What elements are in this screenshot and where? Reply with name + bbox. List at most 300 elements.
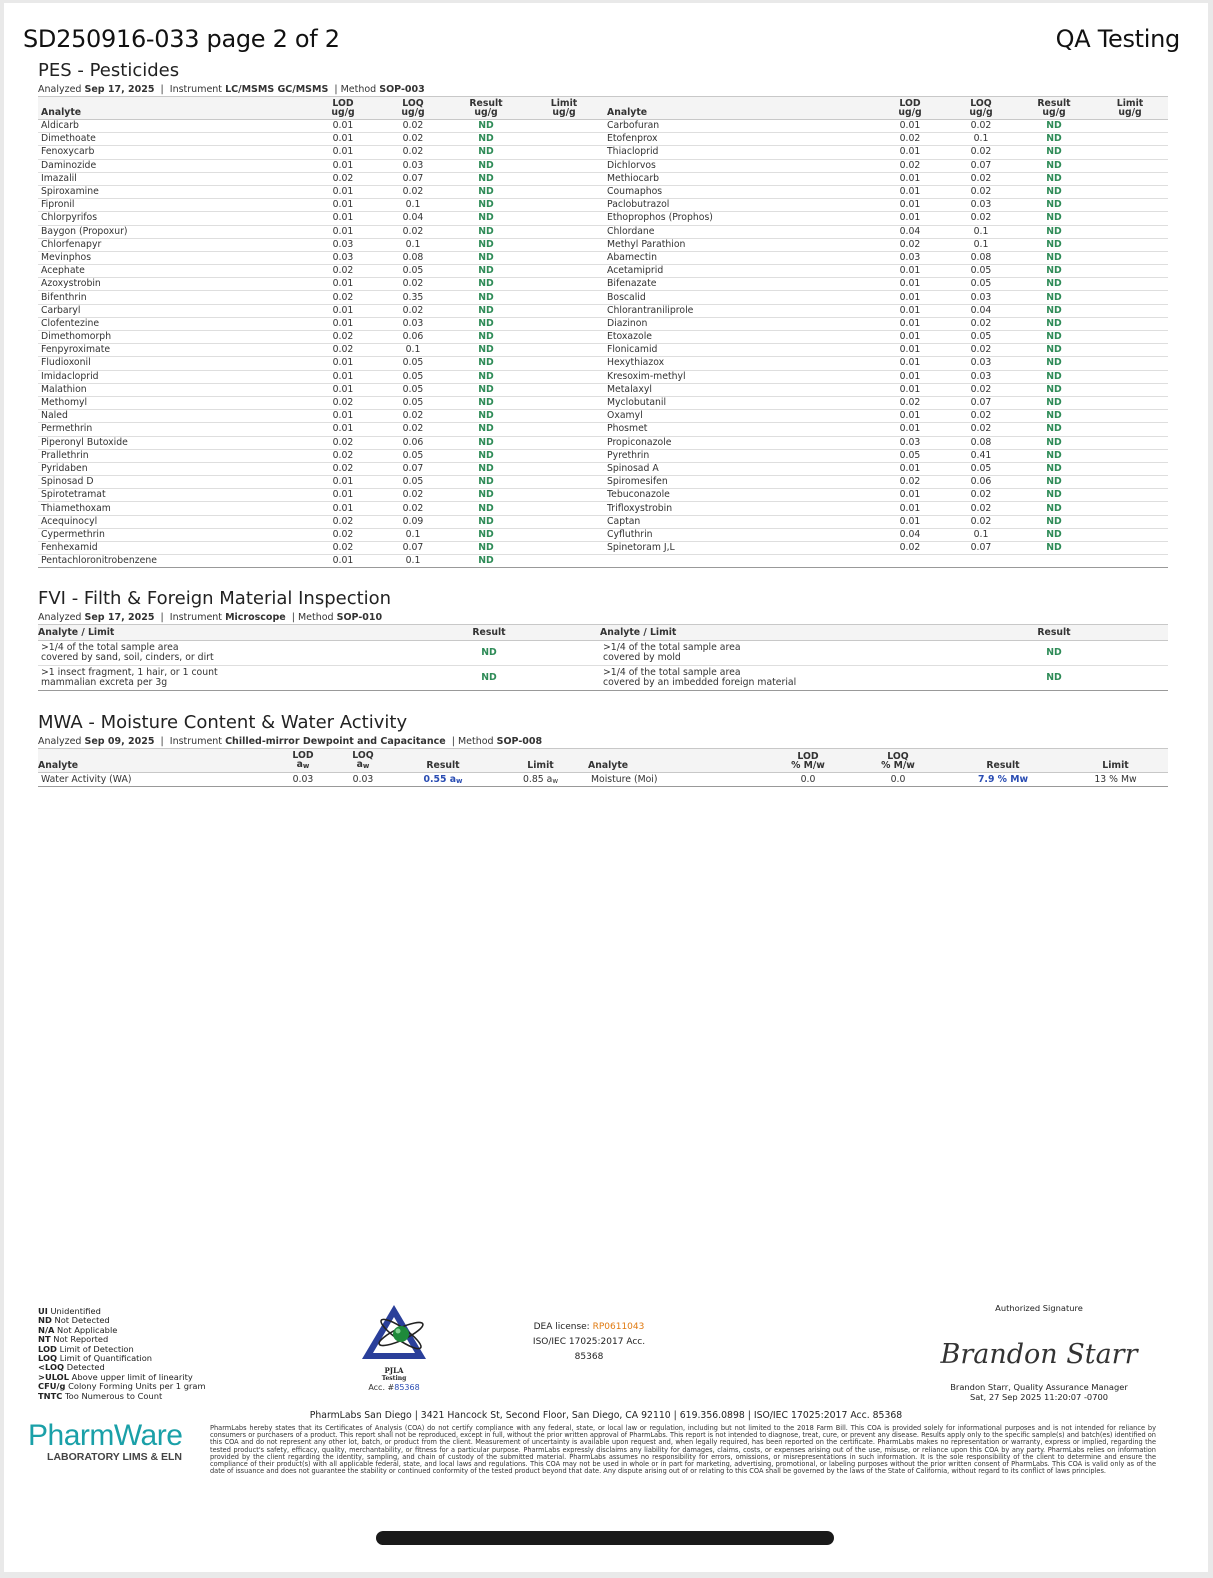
- table-cell: Phosmet: [604, 423, 874, 436]
- table-cell: [1092, 344, 1168, 357]
- table-row: [38, 396, 1168, 409]
- table-row: [38, 423, 1168, 436]
- table-row: [38, 370, 1168, 383]
- table-cell: 0.01: [308, 133, 378, 146]
- table-cell: 0.03: [946, 370, 1016, 383]
- signature-label: Authorized Signature: [995, 1303, 1083, 1313]
- table-cell: ND: [1016, 238, 1092, 251]
- signatory-name: Brandon Starr, Quality Assurance Manager: [950, 1382, 1128, 1392]
- table-cell: 0.02: [308, 331, 378, 344]
- table-cell: Clofentezine: [38, 317, 308, 330]
- table-row: [38, 462, 1168, 475]
- table-cell: ND: [448, 172, 524, 185]
- table-cell: ND: [378, 666, 600, 691]
- table-cell: ND: [1016, 502, 1092, 515]
- table-cell: [524, 370, 604, 383]
- table-cell: [524, 251, 604, 264]
- table-cell: 0.01: [874, 185, 946, 198]
- table-cell: 0.04: [874, 528, 946, 541]
- table-cell: 0.02: [308, 265, 378, 278]
- table-cell: [524, 423, 604, 436]
- table-cell: ND: [1016, 449, 1092, 462]
- table-cell: Methomyl: [38, 396, 308, 409]
- table-cell: 0.01: [874, 357, 946, 370]
- table-cell: [1016, 555, 1092, 568]
- table-cell: 0.02: [308, 172, 378, 185]
- table-cell: ND: [448, 278, 524, 291]
- table-cell: Spinosad D: [38, 476, 308, 489]
- table-cell: 0.02: [946, 423, 1016, 436]
- table-cell: [1092, 370, 1168, 383]
- table-cell: 0.01: [308, 317, 378, 330]
- table-row: [38, 172, 1168, 185]
- table-cell: Chlorantraniliprole: [604, 304, 874, 317]
- table-cell: ND: [448, 396, 524, 409]
- table-cell: 0.02: [308, 462, 378, 475]
- table-cell: [1092, 436, 1168, 449]
- table-row: [38, 489, 1168, 502]
- table-cell: 0.02: [378, 410, 448, 423]
- table-cell: 0.02: [308, 344, 378, 357]
- table-cell: 0.02: [946, 120, 1016, 133]
- table-cell: 0.05: [378, 370, 448, 383]
- table-cell: [1092, 489, 1168, 502]
- table-cell: ND: [1016, 278, 1092, 291]
- table-cell: ND: [448, 462, 524, 475]
- table-cell: Permethrin: [38, 423, 308, 436]
- table-cell: 0.01: [874, 199, 946, 212]
- legend-item: N/A Not Applicable: [38, 1324, 118, 1335]
- table-cell: Piperonyl Butoxide: [38, 436, 308, 449]
- pes-meta: Analyzed Sep 17, 2025 | Instrument LC/MSMS GC/MSMS | Method SOP-003: [38, 84, 425, 95]
- pes-title: PES - Pesticides: [38, 60, 180, 81]
- table-cell: 0.02: [378, 185, 448, 198]
- table-cell: 0.05: [946, 331, 1016, 344]
- table-cell: [524, 357, 604, 370]
- table-cell: [524, 120, 604, 133]
- table-row: [38, 555, 1168, 568]
- table-row: [38, 225, 1168, 238]
- pes-header-row: Analyte LOD ug/g LOQ ug/g Result ug/g Limit ug/g Analyte LOD ug/g LOQ ug/g Result ug/g Limit ug/g: [38, 97, 1168, 120]
- table-cell: [1092, 331, 1168, 344]
- table-row: [38, 212, 1168, 225]
- table-cell: 0.02: [874, 133, 946, 146]
- table-cell: 0.07: [378, 172, 448, 185]
- table-cell: 0.1: [946, 133, 1016, 146]
- table-cell: [524, 331, 604, 344]
- table-row: [38, 542, 1168, 555]
- table-cell: Spiroxamine: [38, 185, 308, 198]
- table-cell: [1092, 410, 1168, 423]
- table-cell: 0.07: [378, 542, 448, 555]
- table-cell: [524, 291, 604, 304]
- legend-item: UI Unidentified: [38, 1306, 101, 1316]
- table-cell: [524, 555, 604, 568]
- table-cell: ND: [1016, 370, 1092, 383]
- table-cell: 0.02: [946, 515, 1016, 528]
- table-cell: 0.01: [308, 357, 378, 370]
- table-cell: [1092, 542, 1168, 555]
- table-cell: Oxamyl: [604, 410, 874, 423]
- table-cell: 0.04: [946, 304, 1016, 317]
- table-cell: [1092, 291, 1168, 304]
- table-cell: Chlordane: [604, 225, 874, 238]
- table-cell: 0.05: [378, 476, 448, 489]
- legend-item: NT Not Reported: [38, 1334, 109, 1345]
- table-row: [38, 304, 1168, 317]
- svg-text:Brandon Starr: Brandon Starr: [940, 1339, 1138, 1370]
- table-cell: 0.01: [874, 317, 946, 330]
- table-cell: 0.01: [874, 278, 946, 291]
- table-cell: Trifloxystrobin: [604, 502, 874, 515]
- table-cell: Spiromesifen: [604, 476, 874, 489]
- pjla-name: PJLA: [384, 1366, 404, 1375]
- table-cell: Fenpyroximate: [38, 344, 308, 357]
- fvi-title: FVI - Filth & Foreign Material Inspection: [38, 588, 392, 609]
- table-cell: Malathion: [38, 383, 308, 396]
- table-cell: Myclobutanil: [604, 396, 874, 409]
- table-cell: [1092, 199, 1168, 212]
- signature-image: [924, 1321, 1154, 1379]
- table-cell: 0.06: [378, 331, 448, 344]
- table-cell: ND: [448, 489, 524, 502]
- table-cell: Chlorpyrifos: [38, 212, 308, 225]
- mwa-row: Water Activity (WA) 0.03 0.03 0.55 aw 0.85 aw Moisture (Moi) 0.0 0.0 7.9 % Mw 13 % Mw: [38, 773, 1168, 787]
- table-cell: [1092, 304, 1168, 317]
- mwa-title: MWA - Moisture Content & Water Activity: [38, 712, 408, 733]
- table-cell: ND: [1016, 317, 1092, 330]
- table-cell: ND: [1016, 436, 1092, 449]
- legend-item: >ULOL Above upper limit of linearity: [38, 1371, 193, 1382]
- table-cell: 0.02: [874, 159, 946, 172]
- table-cell: [1092, 238, 1168, 251]
- table-cell: Carbofuran: [604, 120, 874, 133]
- table-cell: [524, 185, 604, 198]
- table-cell: 0.02: [308, 291, 378, 304]
- table-cell: 0.02: [378, 278, 448, 291]
- mwa-table: [38, 748, 1168, 787]
- table-cell: ND: [448, 251, 524, 264]
- table-cell: [524, 199, 604, 212]
- table-cell: 0.02: [946, 146, 1016, 159]
- table-cell: ND: [1016, 476, 1092, 489]
- table-cell: Acetamiprid: [604, 265, 874, 278]
- legend-item: TNTC Too Numerous to Count: [38, 1390, 163, 1401]
- table-cell: Mevinphos: [38, 251, 308, 264]
- table-cell: [1092, 172, 1168, 185]
- table-cell: 0.02: [378, 133, 448, 146]
- table-cell: [524, 172, 604, 185]
- table-cell: 0.02: [378, 304, 448, 317]
- document-id: SD250916-033 page 2 of 2: [23, 25, 340, 53]
- table-cell: Kresoxim-methyl: [604, 370, 874, 383]
- table-row: [38, 344, 1168, 357]
- table-cell: ND: [448, 133, 524, 146]
- table-cell: >1/4 of the total sample area covered by mold: [600, 641, 940, 666]
- table-cell: 0.01: [308, 212, 378, 225]
- table-cell: [1092, 423, 1168, 436]
- table-cell: 0.1: [946, 528, 1016, 541]
- table-row: [38, 133, 1168, 146]
- table-cell: 0.02: [378, 120, 448, 133]
- abbreviation-legend: [38, 1307, 206, 1401]
- table-cell: 0.02: [874, 396, 946, 409]
- table-cell: Naled: [38, 410, 308, 423]
- report-page: [4, 3, 1208, 1572]
- table-cell: [524, 317, 604, 330]
- table-row: [38, 515, 1168, 528]
- table-cell: [1092, 120, 1168, 133]
- mwa-meta: Analyzed Sep 09, 2025 | Instrument Chilled-mirror Dewpoint and Capacitance | Method SOP-008: [38, 736, 543, 747]
- table-cell: Azoxystrobin: [38, 278, 308, 291]
- table-cell: 0.07: [946, 396, 1016, 409]
- table-cell: Chlorfenapyr: [38, 238, 308, 251]
- table-cell: 0.01: [308, 370, 378, 383]
- table-cell: 0.02: [946, 489, 1016, 502]
- table-cell: Spirotetramat: [38, 489, 308, 502]
- table-cell: Daminozide: [38, 159, 308, 172]
- table-cell: Abamectin: [604, 251, 874, 264]
- table-cell: ND: [1016, 291, 1092, 304]
- table-cell: Methiocarb: [604, 172, 874, 185]
- table-cell: 0.07: [378, 462, 448, 475]
- pharmware-logo: PharmWare LABORATORY LIMS & ELN: [28, 1419, 183, 1463]
- table-cell: [524, 159, 604, 172]
- table-cell: ND: [448, 344, 524, 357]
- table-row: [38, 159, 1168, 172]
- table-cell: Flonicamid: [604, 344, 874, 357]
- table-cell: [524, 238, 604, 251]
- table-cell: 0.05: [378, 383, 448, 396]
- table-cell: ND: [1016, 462, 1092, 475]
- table-cell: [524, 304, 604, 317]
- table-cell: Fipronil: [38, 199, 308, 212]
- table-cell: 0.07: [946, 159, 1016, 172]
- table-cell: [1092, 555, 1168, 568]
- table-cell: Fenhexamid: [38, 542, 308, 555]
- table-cell: 0.08: [378, 251, 448, 264]
- table-cell: 0.02: [308, 515, 378, 528]
- table-cell: 0.02: [946, 383, 1016, 396]
- table-cell: [524, 133, 604, 146]
- table-cell: 0.08: [946, 436, 1016, 449]
- table-row: [38, 666, 1168, 691]
- table-cell: >1 insect fragment, 1 hair, or 1 count mammalian excreta per 3g: [38, 666, 378, 691]
- table-cell: >1/4 of the total sample area covered by sand, soil, cinders, or dirt: [38, 641, 378, 666]
- table-cell: 0.01: [308, 278, 378, 291]
- table-cell: [524, 528, 604, 541]
- table-cell: [946, 555, 1016, 568]
- table-cell: Etofenprox: [604, 133, 874, 146]
- table-cell: 0.01: [874, 423, 946, 436]
- table-row: [38, 265, 1168, 278]
- table-cell: Pyrethrin: [604, 449, 874, 462]
- table-cell: [524, 212, 604, 225]
- table-cell: 0.03: [874, 251, 946, 264]
- table-cell: ND: [448, 476, 524, 489]
- mwa-header-row: Analyte LOD aw LOQ aw Result Limit Analyte LOD % M/w LOQ % M/w Result Limit: [38, 749, 1168, 773]
- table-row: [38, 641, 1168, 666]
- table-cell: 0.05: [378, 449, 448, 462]
- table-cell: 0.01: [308, 423, 378, 436]
- table-cell: 0.02: [946, 410, 1016, 423]
- table-row: [38, 199, 1168, 212]
- table-cell: Pyridaben: [38, 462, 308, 475]
- table-cell: ND: [1016, 146, 1092, 159]
- table-cell: Ethoprophos (Prophos): [604, 212, 874, 225]
- table-cell: Bifenazate: [604, 278, 874, 291]
- signature-block: [924, 1303, 1154, 1402]
- table-cell: Prallethrin: [38, 449, 308, 462]
- table-cell: 0.02: [378, 489, 448, 502]
- table-cell: 0.05: [378, 357, 448, 370]
- table-cell: ND: [378, 641, 600, 666]
- table-cell: 0.02: [946, 172, 1016, 185]
- table-cell: [1092, 225, 1168, 238]
- table-cell: ND: [448, 528, 524, 541]
- table-cell: 0.01: [308, 159, 378, 172]
- legend-item: <LOQ Detected: [38, 1362, 105, 1373]
- table-cell: 0.01: [308, 304, 378, 317]
- table-cell: Bifenthrin: [38, 291, 308, 304]
- table-cell: 0.01: [874, 344, 946, 357]
- table-cell: ND: [448, 185, 524, 198]
- table-cell: >1/4 of the total sample area covered by an imbedded foreign material: [600, 666, 940, 691]
- table-cell: ND: [448, 449, 524, 462]
- table-row: [38, 357, 1168, 370]
- table-cell: ND: [448, 383, 524, 396]
- table-cell: Methyl Parathion: [604, 238, 874, 251]
- table-cell: ND: [1016, 383, 1092, 396]
- table-cell: 0.06: [378, 436, 448, 449]
- table-cell: [524, 278, 604, 291]
- table-cell: ND: [1016, 172, 1092, 185]
- table-cell: ND: [1016, 331, 1092, 344]
- dea-license-block: DEA license: RP0611043 ISO/IEC 17025:2017 Acc. 85368: [532, 1322, 646, 1362]
- table-cell: ND: [448, 555, 524, 568]
- table-cell: 0.05: [946, 462, 1016, 475]
- table-cell: Boscalid: [604, 291, 874, 304]
- table-cell: ND: [1016, 489, 1092, 502]
- table-cell: [524, 265, 604, 278]
- table-cell: ND: [448, 436, 524, 449]
- table-cell: [1092, 528, 1168, 541]
- legend-item: CFU/g Colony Forming Units per 1 gram: [38, 1381, 206, 1392]
- table-cell: Tebuconazole: [604, 489, 874, 502]
- table-row: [38, 120, 1168, 133]
- table-cell: 0.01: [308, 502, 378, 515]
- table-cell: ND: [448, 317, 524, 330]
- scroll-bar[interactable]: [376, 1531, 834, 1545]
- table-cell: ND: [448, 291, 524, 304]
- table-row: [38, 317, 1168, 330]
- pjla-logo-icon: [358, 1303, 430, 1363]
- fvi-table: [38, 624, 1168, 691]
- table-cell: Fenoxycarb: [38, 146, 308, 159]
- table-cell: [524, 436, 604, 449]
- table-cell: 0.01: [308, 146, 378, 159]
- table-cell: 0.03: [308, 251, 378, 264]
- table-cell: [524, 146, 604, 159]
- table-cell: 0.03: [946, 357, 1016, 370]
- table-cell: ND: [448, 502, 524, 515]
- table-cell: [1092, 502, 1168, 515]
- table-cell: 0.1: [378, 528, 448, 541]
- table-cell: ND: [1016, 159, 1092, 172]
- table-cell: 0.02: [308, 396, 378, 409]
- table-cell: [524, 476, 604, 489]
- table-cell: [524, 410, 604, 423]
- table-cell: 0.01: [874, 489, 946, 502]
- table-cell: 0.03: [946, 291, 1016, 304]
- pesticides-table: [38, 96, 1168, 568]
- table-cell: [524, 396, 604, 409]
- table-cell: 0.01: [874, 462, 946, 475]
- table-cell: 0.01: [874, 146, 946, 159]
- table-cell: Thiamethoxam: [38, 502, 308, 515]
- table-cell: Fludioxonil: [38, 357, 308, 370]
- table-row: [38, 238, 1168, 251]
- table-row: [38, 410, 1168, 423]
- table-cell: Cyfluthrin: [604, 528, 874, 541]
- table-cell: [1092, 317, 1168, 330]
- table-cell: ND: [448, 159, 524, 172]
- table-cell: 0.01: [874, 265, 946, 278]
- table-cell: 0.02: [874, 238, 946, 251]
- table-cell: 0.02: [378, 502, 448, 515]
- table-cell: ND: [448, 542, 524, 555]
- table-cell: ND: [448, 410, 524, 423]
- table-cell: 0.01: [308, 225, 378, 238]
- table-cell: Aldicarb: [38, 120, 308, 133]
- lab-name: QA Testing: [1055, 25, 1180, 53]
- table-cell: Coumaphos: [604, 185, 874, 198]
- table-cell: 0.02: [308, 449, 378, 462]
- table-cell: 0.03: [378, 317, 448, 330]
- table-row: [38, 278, 1168, 291]
- table-cell: Etoxazole: [604, 331, 874, 344]
- table-cell: Thiacloprid: [604, 146, 874, 159]
- table-cell: Acephate: [38, 265, 308, 278]
- table-cell: ND: [448, 199, 524, 212]
- table-cell: ND: [1016, 515, 1092, 528]
- table-cell: 0.02: [378, 423, 448, 436]
- table-cell: ND: [1016, 410, 1092, 423]
- table-cell: 0.03: [308, 238, 378, 251]
- table-cell: ND: [1016, 251, 1092, 264]
- table-cell: 0.06: [946, 476, 1016, 489]
- table-cell: [604, 555, 874, 568]
- table-cell: [1092, 159, 1168, 172]
- table-cell: ND: [448, 331, 524, 344]
- pjla-sub: Testing: [381, 1375, 407, 1382]
- table-cell: ND: [1016, 133, 1092, 146]
- table-cell: 0.03: [874, 436, 946, 449]
- table-cell: [524, 449, 604, 462]
- table-cell: [524, 225, 604, 238]
- table-cell: ND: [1016, 120, 1092, 133]
- legend-item: LOQ Limit of Quantification: [38, 1353, 153, 1364]
- table-row: [38, 502, 1168, 515]
- table-cell: 0.01: [874, 370, 946, 383]
- table-cell: 0.01: [874, 291, 946, 304]
- table-cell: ND: [1016, 199, 1092, 212]
- table-cell: 0.02: [946, 317, 1016, 330]
- table-cell: 0.08: [946, 251, 1016, 264]
- table-cell: [524, 542, 604, 555]
- fvi-header-row: Analyte / Limit Result Analyte / Limit Result: [38, 625, 1168, 641]
- signature-date: Sat, 27 Sep 2025 11:20:07 -0700: [969, 1392, 1109, 1402]
